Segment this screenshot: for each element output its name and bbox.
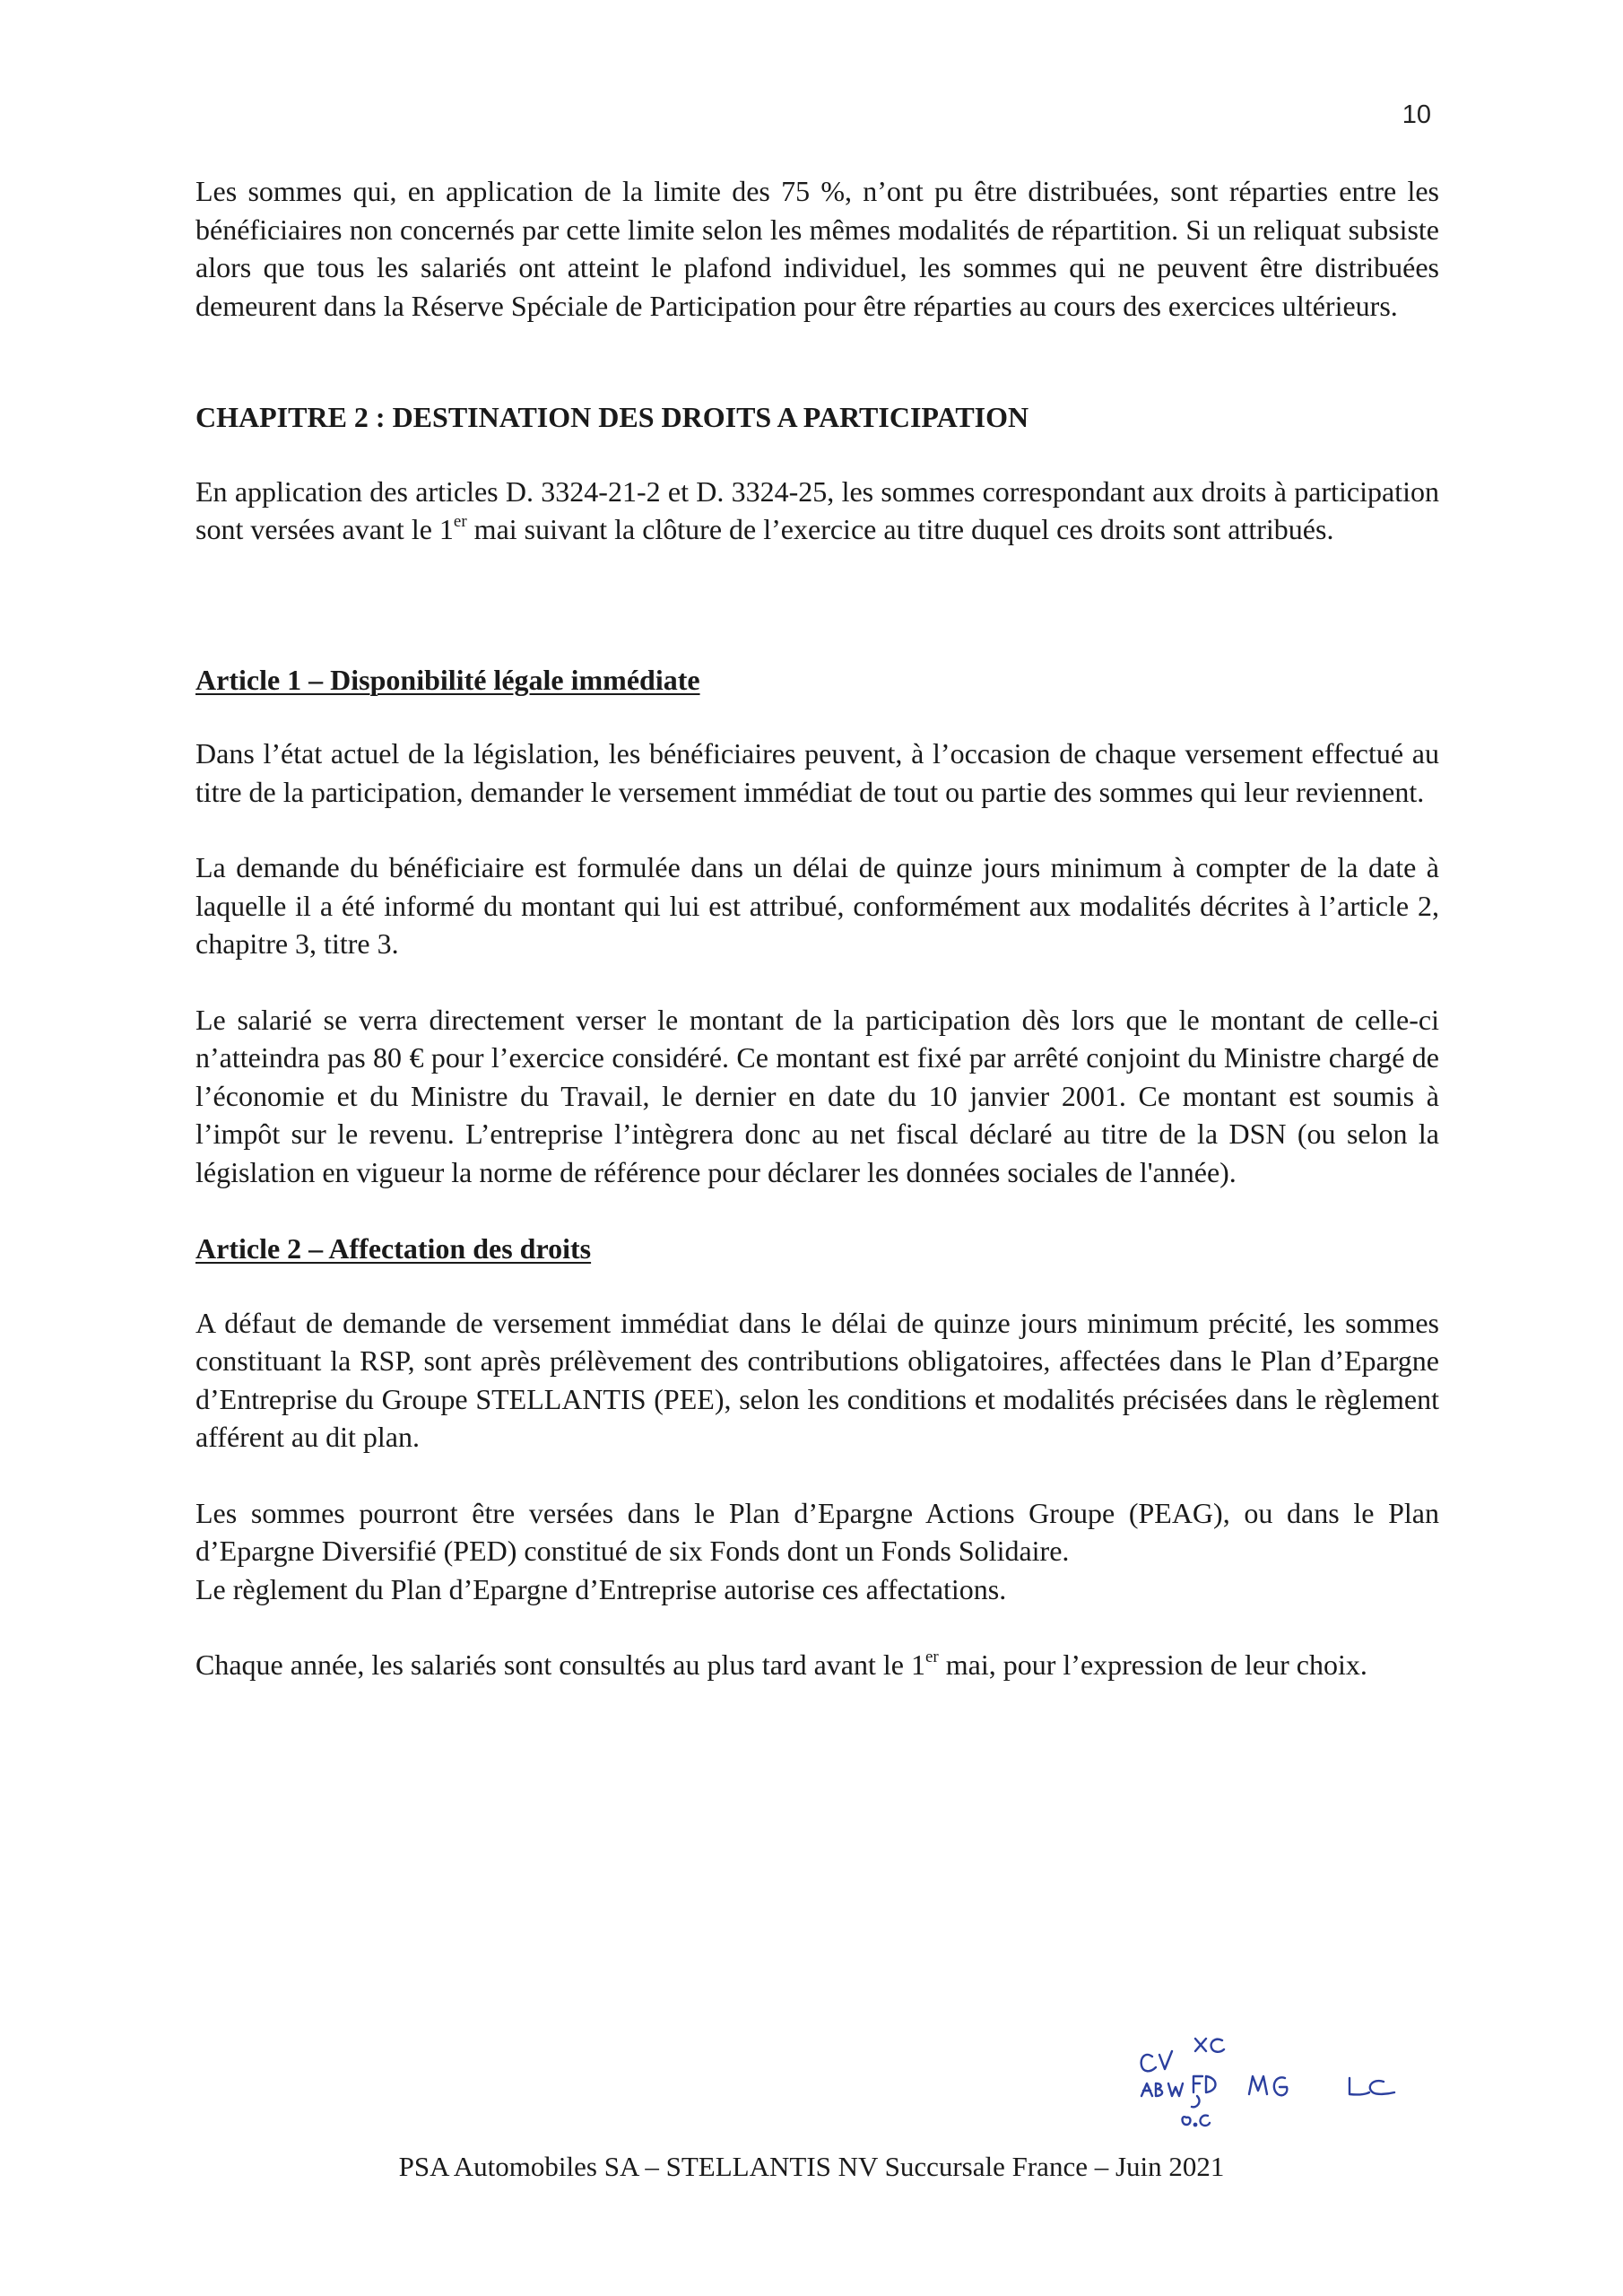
page-number: 10 xyxy=(1402,100,1431,129)
article-2-title xyxy=(195,1230,1439,1268)
paragraph-montant-80: Le salarié se verra directement verser le montant de la participation dès lors que le montant de celle-ci n’atteindra pas 80 € pour l’exercice considéré. Ce montant est fixé par arrêté conjoint du Ministre chargé de l’économie et du Ministre du Travail, le dernier en date du 10 janvier 2001. Ce montant est soumis à l’impôt sur le revenu. L’entreprise l’intègrera donc au net fiscal déclaré au titre de la DSN (ou selon la législation en vigueur la norme de référence pour déclarer les données sociales de l'année). xyxy=(195,1003,1439,1188)
paragraph-reglement: Le règlement du Plan d’Epargne d’Entreprise autorise ces affectations. xyxy=(195,1572,1007,1605)
paragraph-text: mai, pour l’expression de leur choix. xyxy=(938,1648,1367,1681)
paragraph-peag-ped: Les sommes pourront être versées dans le Plan d’Epargne Actions Groupe (PEAG), ou dans le Plan d’Epargne Diversifié (PED) constitué de six Fonds dont un Fonds Solidaire. xyxy=(195,1496,1439,1567)
handwritten-initials xyxy=(1134,2031,1430,2130)
superscript: er xyxy=(924,1648,939,1666)
superscript: er xyxy=(453,512,467,531)
paragraph-reliquat: Les sommes qui, en application de la limite des 75 %, n’ont pu être distribuées, sont réparties entre les bénéficiaires non concernés par cette limite selon les mêmes modalités de répartition. Si un reliquat subsiste alors que tous les salariés ont atteint le plafond individuel, les sommes qui ne peuvent être distribuées demeurent dans la Réserve Spéciale de Participation pour être réparties au cours des exercices ultérieurs. xyxy=(195,175,1439,322)
paragraph-versement-date xyxy=(195,473,1439,549)
article-1-heading-text: Article 1 – Disponibilité légale immédiate xyxy=(195,663,700,696)
paragraph-text: Chaque année, les salariés sont consultés au plus tard avant le 1 xyxy=(195,1648,925,1681)
chapter-2-title: CHAPITRE 2 : DESTINATION DES DROITS A PARTICIPATION xyxy=(195,401,1029,433)
paragraph-demande-delai: La demande du bénéficiaire est formulée dans un délai de quinze jours minimum à compter de la date à laquelle il a été informé du montant qui lui est attribué, conformément aux modalités décrites à l’article 2, chapitre 3, titre 3. xyxy=(195,851,1439,960)
paragraph-text: En application des articles D. 3324-21-2 et D. 3324-25, les sommes correspondant aux droits à participation sont versées avant le 1 xyxy=(195,474,1439,545)
paragraph-text: mai suivant la clôture de l’exercice au titre duquel ces droits sont attribués. xyxy=(466,513,1334,545)
page-footer: PSA Automobiles SA – STELLANTIS NV Succursale France – Juin 2021 xyxy=(398,2151,1225,2182)
paragraph-disponibilite: Dans l’état actuel de la législation, les bénéficiaires peuvent, à l’occasion de chaque versement effectué au titre de la participation, demander le versement immédiat de tout ou partie des sommes qui leur reviennent. xyxy=(195,737,1439,808)
paragraph-affectation: A défaut de demande de versement immédiat dans le délai de quinze jours minimum précité, les sommes constituant la RSP, sont après prélèvement des contributions obligatoires, affectées dans le Plan d’Epargne d’Entreprise du Groupe STELLANTIS (PEE), selon les conditions et modalités précisées dans le règlement afférent au dit plan. xyxy=(195,1306,1439,1453)
article-2-heading-text: Article 2 – Affectation des droits xyxy=(195,1232,592,1265)
document-body xyxy=(195,172,1439,1684)
article-1-title xyxy=(195,661,1439,700)
initials-labels xyxy=(1134,2031,1146,2032)
paragraph-consultation xyxy=(195,1646,1439,1684)
